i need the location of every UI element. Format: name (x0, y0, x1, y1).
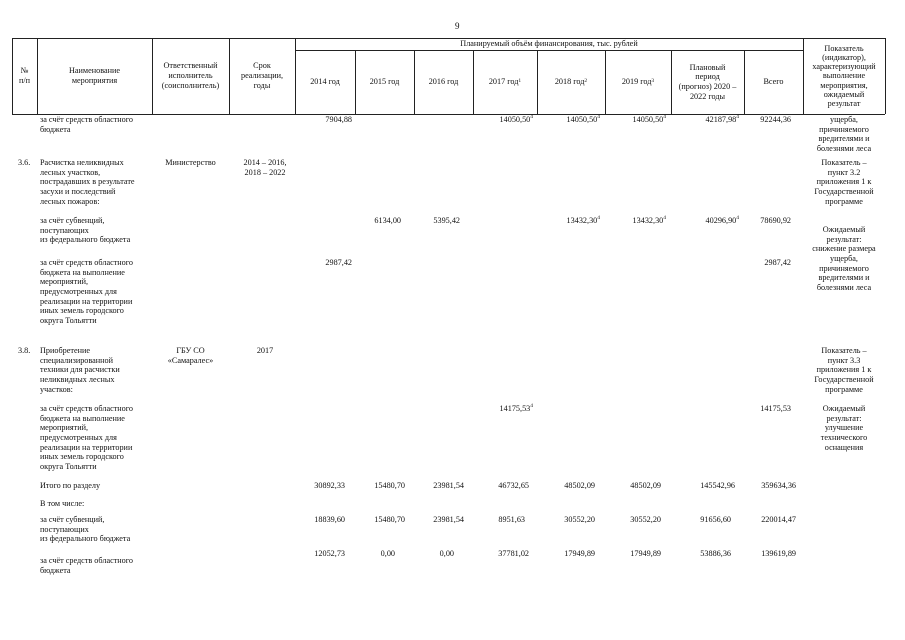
row-name: за счёт средств областного бюджета на выполнение мероприятий, предусмотренных для реализации на территории иных земель городского округа Тольятти (40, 404, 134, 472)
header-border (885, 38, 886, 114)
header-name: Наименование мероприятия (68, 66, 120, 85)
row-name: за счёт субвенций, поступающих из федерального бюджета (40, 216, 131, 245)
footnote-mark: 4 (663, 114, 666, 120)
footnote-mark: 2 (584, 77, 588, 84)
cell-2018 (537, 115, 600, 125)
row-name: за счёт субвенций, поступающих из федерального бюджета (40, 515, 131, 544)
footnote-mark: 4 (597, 114, 600, 120)
cell-2016: 0,00 (439, 549, 454, 558)
cell-responsible: Министерство (165, 158, 216, 167)
cell-2019 (605, 115, 666, 125)
cell-2017: 37781,02 (498, 549, 529, 558)
cell-2019: 30552,20 (630, 515, 661, 524)
header-indicator: Показатель (индикатор), характеризующий выполнение мероприятия, ожидаемый результат (812, 43, 876, 108)
cell-2018 (537, 216, 600, 226)
cell-value: 13432,30 (566, 216, 598, 225)
cell-2019: 48502,09 (630, 481, 661, 490)
cell-2017: 8951,63 (498, 515, 525, 524)
cell-period (671, 115, 739, 125)
footnote-mark: 4 (597, 215, 600, 221)
header-2017 (473, 50, 537, 114)
cell-indicator: Показатель – пункт 3.3 приложения 1 к Государственной программе (814, 346, 874, 394)
header-2015: 2015 год (369, 77, 400, 87)
cell-total: 220014,47 (761, 515, 796, 524)
cell-2017: 46732,65 (498, 481, 529, 490)
cell-2015: 15480,70 (374, 515, 405, 524)
cell-total: 14175,53 (760, 404, 791, 413)
cell-2018: 30552,20 (564, 515, 595, 524)
row-name: за счёт средств областного бюджета на выполнение мероприятий, предусмотренных для реализации на территории иных земель городского округа Тольятти (40, 258, 134, 326)
header-responsible: Ответственный исполнитель (соисполнитель) (161, 61, 220, 90)
footnote-mark: 1 (518, 77, 522, 84)
footnote-mark: 4 (736, 215, 739, 221)
row-number: 3.6. (18, 158, 31, 167)
header-2017-label: 2017 год (488, 77, 519, 87)
cell-2014: 30892,33 (314, 481, 345, 490)
cell-2014: 2987,42 (325, 258, 352, 267)
footnote-mark: 4 (530, 114, 533, 120)
cell-total: 78690,92 (760, 216, 791, 225)
cell-value: 14175,53 (499, 404, 531, 413)
footnote-mark: 3 (651, 77, 655, 84)
cell-2017 (473, 115, 533, 125)
footnote-mark: 4 (736, 114, 739, 120)
cell-period: 91656,60 (700, 515, 731, 524)
cell-2014: 7904,88 (325, 115, 352, 124)
cell-indicator: Ожидаемый результат: улучшение технического оснащения (820, 404, 868, 452)
cell-2014: 18839,60 (314, 515, 345, 524)
cell-2016: 23981,54 (433, 515, 464, 524)
cell-2016: 5395,42 (433, 216, 460, 225)
cell-indicator: Ожидаемый результат: снижение размера ущерба, причиняемого вредителями и болезнями леса (812, 225, 876, 293)
cell-2015: 0,00 (380, 549, 395, 558)
header-2018-label: 2018 год (554, 77, 585, 87)
cell-period: 145542,96 (700, 481, 735, 490)
header-period: Плановый период (прогноз) 2020 – 2022 годы (678, 62, 737, 101)
cell-indicator: Показатель – пункт 3.2 приложения 1 к Государственной программе (814, 158, 874, 206)
cell-value: 14050,50 (499, 115, 531, 124)
footnote-mark: 4 (663, 215, 666, 221)
cell-total: 92244,36 (760, 115, 791, 124)
cell-responsible: ГБУ СО «Самаралес» (167, 346, 214, 365)
row-number: 3.8. (18, 346, 31, 355)
row-name: за счёт средств областного бюджета (40, 115, 134, 134)
cell-2018: 17949,89 (564, 549, 595, 558)
footnote-mark: 4 (530, 403, 533, 409)
cell-value: 13432,30 (632, 216, 664, 225)
header-term: Срок реализации, годы (240, 61, 284, 90)
cell-2015: 15480,70 (374, 481, 405, 490)
cell-value: 14050,50 (566, 115, 598, 124)
cell-value: 42187,98 (705, 115, 737, 124)
page-number: 9 (455, 21, 460, 31)
cell-period (671, 216, 739, 226)
cell-value: 14050,50 (632, 115, 664, 124)
header-total: Всего (763, 77, 784, 87)
header-2019-label: 2019 год (621, 77, 652, 87)
row-name: Приобретение специализированной техники для расчистки неликвидных лесных участков: (40, 346, 120, 394)
header-2016: 2016 год (428, 77, 459, 87)
row-name: Итого по разделу (40, 481, 101, 490)
cell-total: 2987,42 (764, 258, 791, 267)
header-2014: 2014 год (310, 77, 340, 87)
cell-2019 (605, 216, 666, 226)
header-2019 (605, 50, 671, 114)
row-name: за счёт средств областного бюджета (40, 556, 134, 575)
cell-value: 40296,90 (705, 216, 737, 225)
cell-total: 359634,36 (761, 481, 796, 490)
cell-2017 (473, 404, 533, 414)
cell-total: 139619,89 (761, 549, 796, 558)
header-2018 (537, 50, 605, 114)
cell-2016: 23981,54 (433, 481, 464, 490)
in-total-label: В том числе: (40, 499, 85, 508)
header-no: № п/п (18, 66, 31, 85)
cell-2014: 12052,73 (314, 549, 345, 558)
cell-term: 2014 – 2016, 2018 – 2022 (243, 158, 287, 177)
cell-indicator: ущерба, причиняемого вредителями и болезнями леса (816, 115, 872, 154)
header-planned: Планируемый объём финансирования, тыс. рублей (460, 39, 638, 49)
cell-2019: 17949,89 (630, 549, 661, 558)
row-name: Расчистка неликвидных лесных участков, пострадавших в результате засухи и последствий лесных пожаров: (40, 158, 135, 206)
cell-2015: 6134,00 (374, 216, 401, 225)
cell-term: 2017 (256, 346, 274, 355)
cell-2018: 48502,09 (564, 481, 595, 490)
cell-period: 53886,36 (700, 549, 731, 558)
